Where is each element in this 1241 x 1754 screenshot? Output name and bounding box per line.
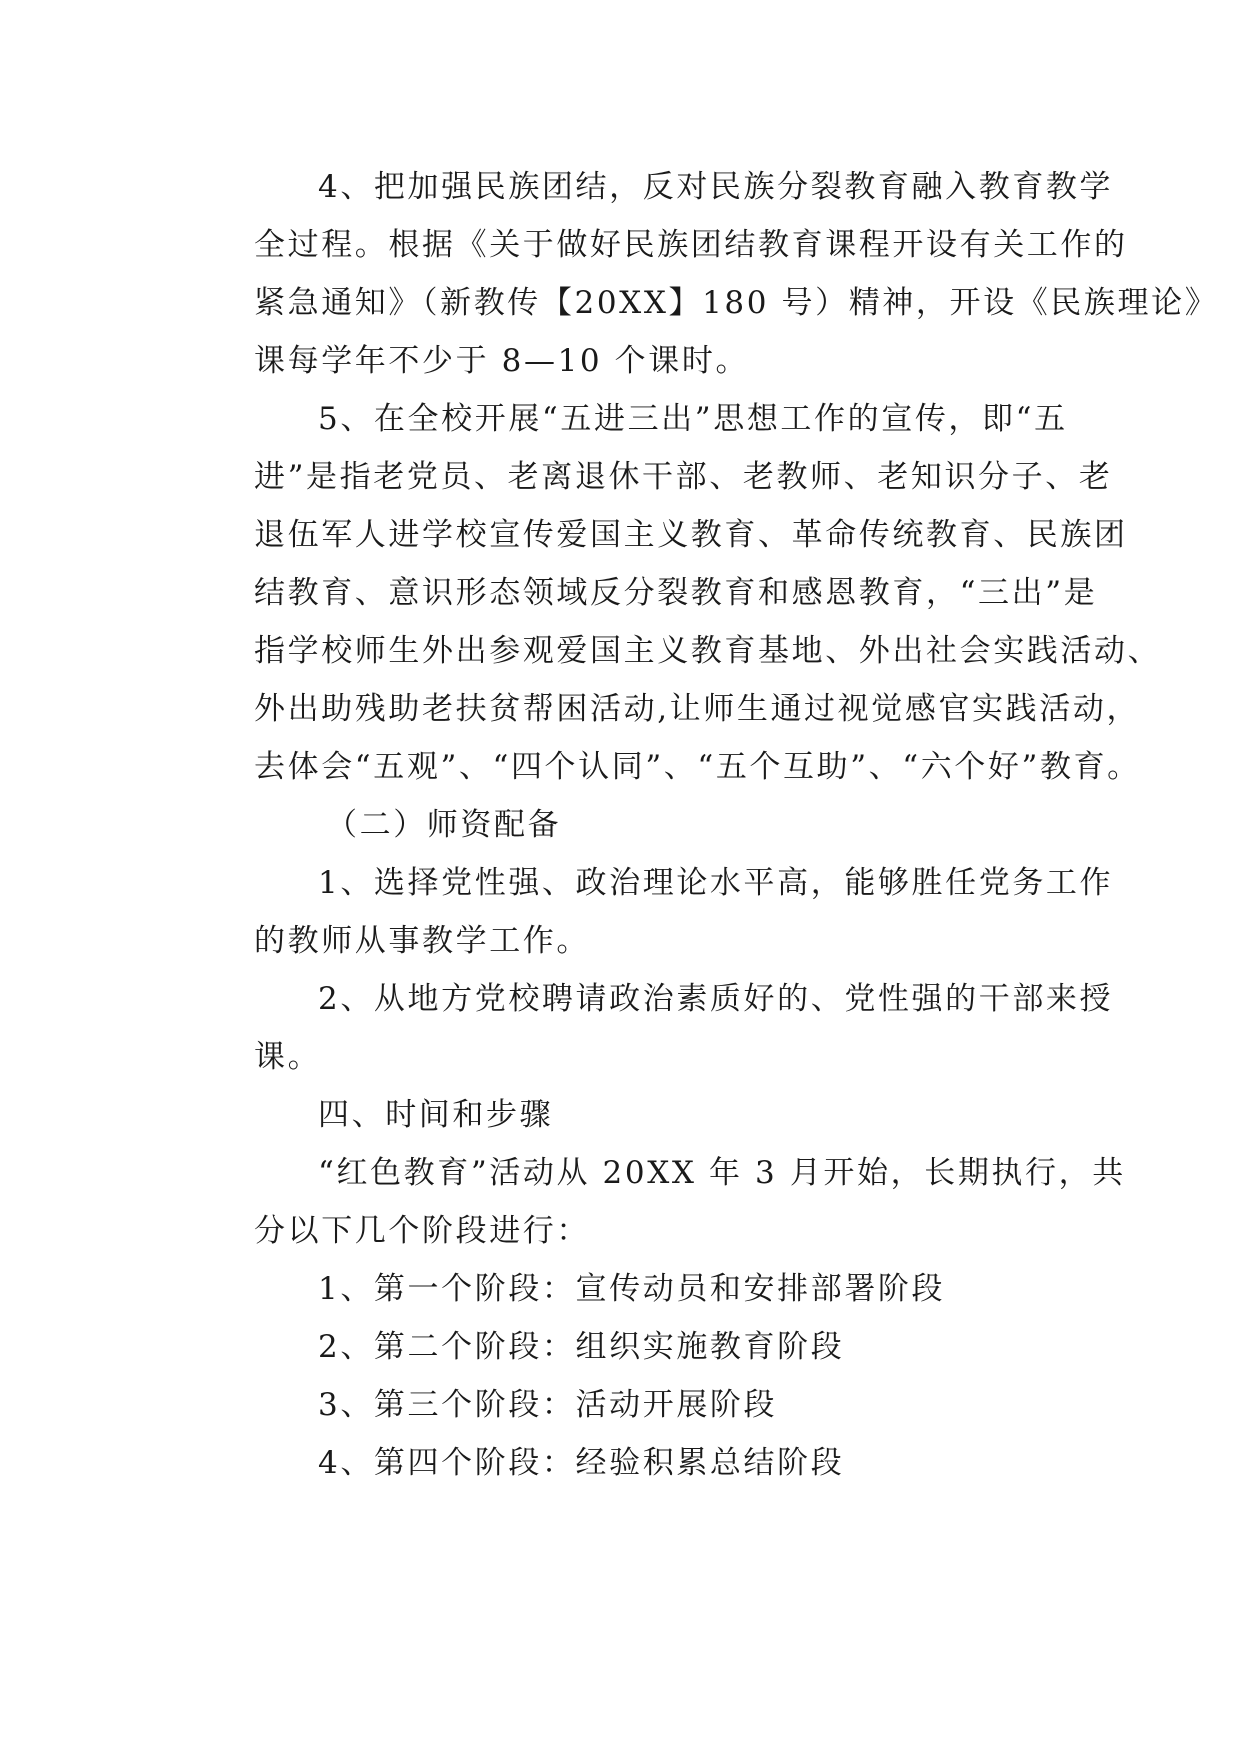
document-page — [190, 158, 1219, 1492]
text-line: 结教育、意识形态领域反分裂教育和感恩教育，“三出”是 — [254, 575, 1098, 611]
section-heading-teachers — [190, 796, 1055, 854]
text-line: 1、选择党性强、政治理论水平高，能够胜任党务工作 — [318, 865, 1114, 901]
paragraph-intro — [190, 1144, 1126, 1260]
text-line: 退伍军人进学校宣传爱国主义教育、革命传统教育、民族团 — [254, 517, 1128, 553]
text-line: 紧急通知》（新教传【20XX】180 号）精神，开设《民族理论》 — [254, 285, 1219, 321]
text-line: 课每学年不少于 8—10 个课时。 — [254, 343, 750, 379]
text-line: 外出助残助老扶贫帮困活动,让师生通过视觉感官实践活动， — [254, 691, 1141, 727]
text-line: 分以下几个阶段进行： — [254, 1213, 590, 1249]
text-line: 2、从地方党校聘请政治素质好的、党性强的干部来授 — [318, 981, 1114, 1017]
paragraph-item-5 — [190, 390, 1162, 796]
text-line: 4、把加强民族团结，反对民族分裂教育融入教育教学 — [318, 169, 1114, 205]
stage-item-1 — [190, 1260, 1055, 1318]
text-line: 1、第一个阶段：宣传动员和安排部署阶段 — [318, 1271, 946, 1307]
text-line: 5、在全校开展“五进三出”思想工作的宣传，即“五 — [318, 401, 1068, 437]
stage-item-3 — [190, 1376, 1055, 1434]
text-line: 四、时间和步骤 — [318, 1097, 554, 1133]
paragraph-teacher-2 — [190, 970, 1114, 1086]
text-line: 全过程。根据《关于做好民族团结教育课程开设有关工作的 — [254, 227, 1128, 263]
text-line: 课。 — [254, 1039, 322, 1075]
text-line: 2、第二个阶段：组织实施教育阶段 — [318, 1329, 845, 1365]
text-line: 3、第三个阶段：活动开展阶段 — [318, 1387, 778, 1423]
text-line: “红色教育”活动从 20XX 年 3 月开始，长期执行，共 — [318, 1155, 1126, 1191]
text-line: 进”是指老党员、老离退休干部、老教师、老知识分子、老 — [254, 459, 1113, 495]
stage-item-4 — [190, 1434, 1055, 1492]
text-line: 的教师从事教学工作。 — [254, 923, 590, 959]
paragraph-teacher-1 — [190, 854, 1114, 970]
stage-item-2 — [190, 1318, 1055, 1376]
text-line: 4、第四个阶段：经验积累总结阶段 — [318, 1445, 845, 1481]
text-line: 指学校师生外出参观爱国主义教育基地、外出社会实践活动、 — [254, 633, 1162, 669]
section-heading-time — [190, 1086, 1055, 1144]
text-line: 去体会“五观”、“四个认同”、“五个互助”、“六个好”教育。 — [254, 749, 1141, 785]
paragraph-item-4 — [190, 158, 1219, 390]
text-line: （二）师资配备 — [326, 807, 562, 843]
